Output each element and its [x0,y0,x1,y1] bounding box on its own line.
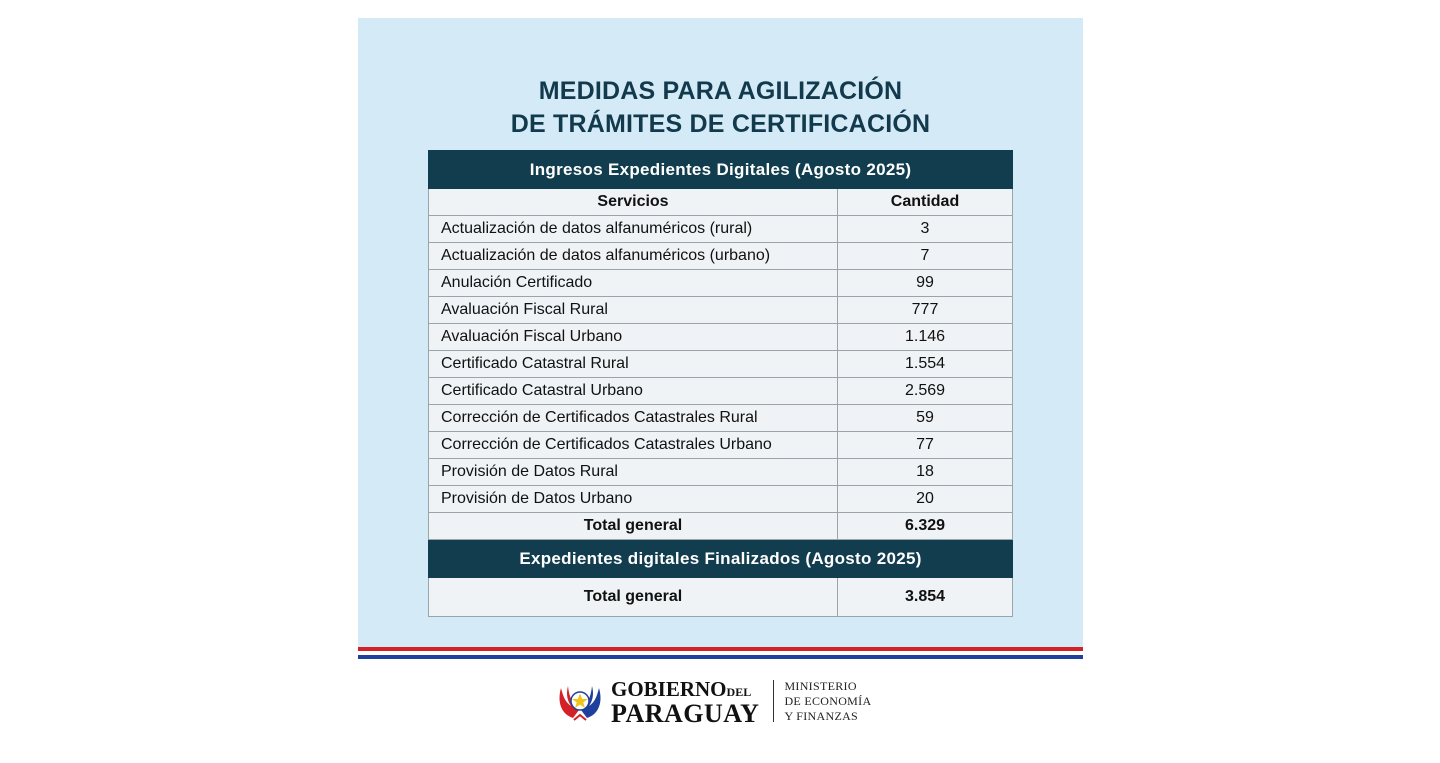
row-cantidad: 3 [838,216,1013,243]
row-servicio: Corrección de Certificados Catastrales Rural [429,405,838,432]
gobierno-text: GOBIERNO [611,676,727,701]
finalizados-header-band [429,540,1013,578]
row-servicio: Avaluación Fiscal Rural [429,297,838,324]
finalizados-total-value: 3.854 [838,578,1013,617]
row-cantidad: 18 [838,459,1013,486]
finalizados-total-label: Total general [429,578,838,617]
row-cantidad: 99 [838,270,1013,297]
table-row [429,378,1013,405]
row-cantidad: 77 [838,432,1013,459]
row-servicio: Actualización de datos alfanuméricos (urbano) [429,243,838,270]
col-header-cantidad: Cantidad [838,189,1013,216]
row-cantidad: 1.554 [838,351,1013,378]
row-servicio: Certificado Catastral Urbano [429,378,838,405]
finalizados-total-row [429,578,1013,617]
row-servicio: Provisión de Datos Urbano [429,486,838,513]
row-servicio: Actualización de datos alfanuméricos (rural) [429,216,838,243]
table-row [429,459,1013,486]
table-row [429,324,1013,351]
infographic-card [358,18,1083,648]
title-line-2: DE TRÁMITES DE CERTIFICACIÓN [510,110,931,138]
table-row [429,405,1013,432]
flag-stripe-blue [358,655,1083,659]
total-row [429,513,1013,540]
table-row [429,270,1013,297]
ministerio-line-2: DE ECONOMÍA [784,693,872,708]
ministerio-line-1: MINISTERIO [784,678,857,693]
row-servicio: Certificado Catastral Rural [429,351,838,378]
table-row [429,486,1013,513]
col-header-servicios: Servicios [429,189,838,216]
table-header-band [429,151,1013,189]
paraguay-text: PARAGUAY [611,698,760,728]
table-row [429,432,1013,459]
expedientes-table [428,150,1013,617]
header-band-text: Ingresos Expedientes Digitales (Agosto 2025) [429,151,1013,189]
title-line-1: MEDIDAS PARA AGILIZACIÓN [538,77,903,105]
row-cantidad: 1.146 [838,324,1013,351]
column-headers [429,189,1013,216]
row-servicio: Provisión de Datos Rural [429,459,838,486]
table-row [429,351,1013,378]
row-cantidad: 777 [838,297,1013,324]
logo-divider [773,680,774,722]
paraguay-coat-of-arms-icon [555,678,605,724]
row-cantidad: 59 [838,405,1013,432]
row-cantidad: 20 [838,486,1013,513]
ministerio-text [784,679,871,724]
row-cantidad: 7 [838,243,1013,270]
row-servicio: Avaluación Fiscal Urbano [429,324,838,351]
finalizados-band-text: Expedientes digitales Finalizados (Agosto 2025) [429,540,1013,578]
row-servicio: Anulación Certificado [429,270,838,297]
table-row [429,243,1013,270]
total-value: 6.329 [838,513,1013,540]
flag-stripe-red [358,647,1083,651]
row-cantidad: 2.569 [838,378,1013,405]
total-label: Total general [429,513,838,540]
page-title [358,75,1083,141]
government-logo [555,676,872,728]
table-row [429,297,1013,324]
del-text: DEL [726,684,752,699]
row-servicio: Corrección de Certificados Catastrales Urbano [429,432,838,459]
gobierno-wordmark [611,676,760,728]
ministerio-line-3: Y FINANZAS [784,708,859,723]
table-row [429,216,1013,243]
